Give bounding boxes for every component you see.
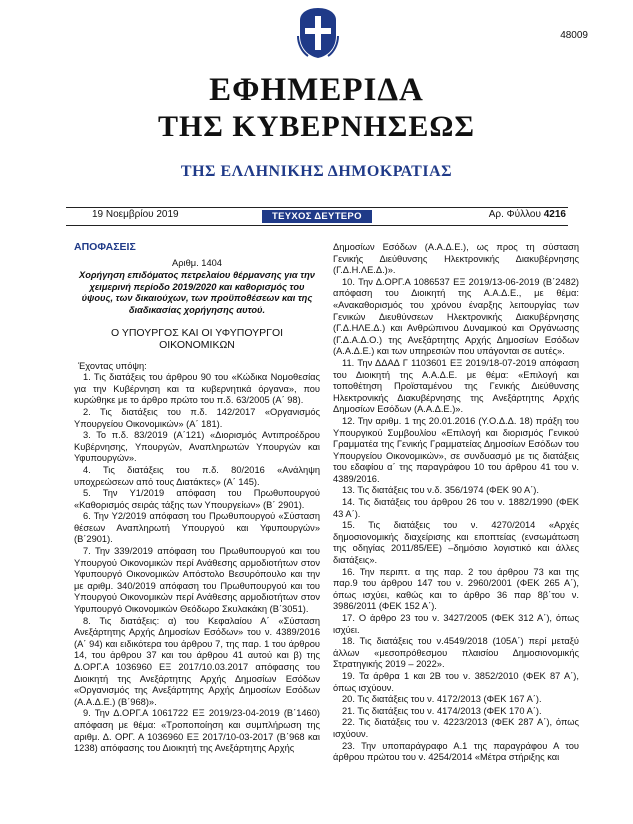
paragraph: 6. Την Υ2/2019 απόφαση του Πρωθυπουργού «Σύσταση θέσεων Αναπληρωτή Υπουργού και Υφυπουργών» (Β΄2901). bbox=[74, 511, 320, 545]
paragraph: 20. Τις διατάξεις του ν. 4172/2013 (ΦΕΚ 167 Α΄). bbox=[342, 694, 542, 705]
paragraph: 10. Την Δ.ΟΡΓ.Α 1086537 ΕΞ 2019/13-06-2019 (Β΄2482) απόφαση του Διοικητή της Α.Α.Δ.Ε., με θέμα: «Ανακαθορισμός του χρόνου έναρξης λειτουργίας των Γενικών Διευθύνσεων Ηλεκτρονικής Διακυβέρνησης (Γ.Δ.ΗΛΕ.Δ.) και Ανθρώπινου Δυναμικού και Οργάνωσης (Γ.Δ.Α.Δ.Ο.) της Ανεξάρτητης Αρχής Δημοσίων Εσόδων (Α.Α.Δ.Ε.) και των υπηρεσιών που υπάγονται σε αυτές». bbox=[333, 276, 579, 357]
paragraph: 15. Τις διατάξεις του ν. 4270/2014 «Αρχές δημοσιονομικής διαχείρισης και εποπτείας (ενσωμάτωση της οδηγίας 2011/85/ΕΕ) –δημόσιο λογιστικό και άλλες διατάξεις». bbox=[333, 520, 579, 566]
paragraph: 18. Τις διατάξεις του ν.4549/2018 (105Α΄) περί μεταξύ άλλων «μεσοπρόθεσμου πλαισίου Δημοσιονομικής Στρατηγικής 2019 – 2022». bbox=[333, 636, 579, 670]
issue-sheet-number: 4216 bbox=[543, 209, 566, 220]
issue-bottom-rule bbox=[66, 225, 568, 226]
paragraph: 1. Τις διατάξεις του άρθρου 90 του «Κώδικα Νομοθεσίας για την Κυβέρνηση και τα κυβερνητικά όργανα», που κυρώθηκε με το άρθρο πρώτο του π.δ. 63/2005 (Α΄ 98). bbox=[74, 372, 320, 406]
paragraph: 5. Την Υ1/2019 απόφαση του Πρωθυπουργού «Καθορισμός σειράς τάξης των Υπουργείων» (Β΄ 2901). bbox=[74, 488, 320, 510]
section-title: ΑΠΟΦΑΣΕΙΣ bbox=[74, 241, 136, 253]
paragraph: 12. Την αριθμ. 1 της 20.01.2016 (Υ.Ο.Δ.Δ. 18) πράξη του Υπουργικού Συμβουλίου «Επιλογή και διορισμός Γενικού Γραμματέα της Γενικής Γραμματείας Δημοσίων Εσόδων του Υπουργείου Οικονομικών», σε συνδυασμό με τις διατάξεις του εδαφίου α΄ της παραγράφου 10 του άρθρου 41 του ν. 4389/2016. bbox=[333, 415, 579, 484]
paragraph: 4. Τις διατάξεις του π.δ. 80/2016 «Ανάληψη υποχρεώσεων από τους Διατάκτες» (Α΄ 145). bbox=[74, 464, 320, 487]
paragraph: 19. Τα άρθρα 1 και 2Β του ν. 3852/2010 (ΦΕΚ 87 Α΄), όπως ισχύουν. bbox=[333, 670, 579, 693]
issue-series: ΤΕΥΧΟΣ ΔΕΥΤΕΡΟ bbox=[262, 210, 372, 223]
paragraph: 22. Τις διατάξεις του ν. 4223/2013 (ΦΕΚ 287 Α΄), όπως ισχύουν. bbox=[333, 717, 579, 739]
paragraph: 7. Την 339/2019 απόφαση του Πρωθυπουργού και του Υπουργού Οικονομικών περί Ανάθεσης αρμοδιοτήτων στον Υφυπουργό Οικονομικών Απόστολο Βεσυρόπουλο και την με αριθμ. 340/2019 απόφαση του Πρωθυπουργού και του Υπουργού Οικονομικών περί Ανάθεσης αρμοδιοτήτων στον Υφυπουργό Οικονομικών Θεόδωρο Σκυλακάκη (Β΄3051). bbox=[74, 546, 320, 615]
masthead-title: ΕΦΗΜΕΡΙΔΑ bbox=[209, 72, 424, 108]
issue-bar bbox=[66, 209, 568, 223]
paragraph: 14. Τις διατάξεις του άρθρου 26 του ν. 1882/1990 (ΦΕΚ 43 Α΄). bbox=[333, 497, 579, 519]
paragraph: 2. Τις διατάξεις του π.δ. 142/2017 «Οργανισμός Υπουργείου Οικονομικών» (Α΄ 181). bbox=[74, 406, 320, 429]
issue-sheet-label: Αρ. Φύλλου bbox=[488, 209, 541, 220]
paragraph: 8. Τις διατάξεις: α) του Κεφαλαίου Α΄ «Σύσταση Ανεξάρτητης Αρχής Δημοσίων Εσόδων» του ν. 4389/2016 (Α΄ 94) και ειδικότερα του άρθρου 7, της παρ. 1 του άρθρου 14, του άρθρου 37 και του άρθρου 41 αυτού και β) της Δ.ΟΡΓ.Α 1036960 ΕΞ 2017/10.03.2017 απόφασης του Διοικητή της Ανεξάρτητης Αρχής Δημοσίων Εσόδων «Οργανισμός της Ανεξάρτητης Αρχής Δημοσίων Εσόδων (Α.Α.Δ.Ε.) (Β΄968)». bbox=[74, 615, 320, 707]
paragraph: 3. Το π.δ. 83/2019 (Α΄121) «Διορισμός Αντιπροέδρου Κυβέρνησης, Υπουργών, Αναπληρωτών Υπουργών και Υφυπουργών». bbox=[74, 430, 320, 464]
page-number: 48009 bbox=[560, 30, 588, 41]
paragraph: 21. Τις διατάξεις του ν. 4174/2013 (ΦΕΚ 170 Α΄). bbox=[342, 705, 542, 716]
right-column bbox=[333, 242, 579, 764]
left-column bbox=[74, 242, 320, 755]
paragraph: 9. Την Δ.ΟΡΓ.Α 1061722 ΕΞ 2019/23-04-2019 (Β΄1460) απόφαση με θέμα: «Τροποποίηση και συμπλήρωση της αριθμ. Δ. ΟΡΓ. Α 1036960 ΕΞ 2017/10-03-2017 (Β΄968 και 1238) απόφασης του Διοικητή της Ανεξάρτητης Αρχής bbox=[74, 708, 320, 754]
issuing-authority: Ο ΥΠΟΥΡΓΟΣ ΚΑΙ ΟΙ ΥΦΥΠΟΥΡΓΟΙ ΟΙΚΟΝΟΜΙΚΩΝ bbox=[110, 326, 284, 351]
masthead-subtitle: ΤΗΣ ΚΥΒΕΡΝΗΣΕΩΣ bbox=[157, 110, 476, 143]
paragraph: 17. Ο άρθρο 23 του ν. 3427/2005 (ΦΕΚ 312 Α΄), όπως ισχύει. bbox=[333, 613, 579, 635]
issue-top-rule bbox=[66, 207, 568, 208]
paragraph: 13. Τις διατάξεις του ν.δ. 356/1974 (ΦΕΚ 90 Α΄). bbox=[342, 485, 539, 496]
greek-coat-of-arms-icon bbox=[296, 6, 340, 60]
decision-number: Αριθμ. 1404 bbox=[172, 257, 222, 268]
decision-title: Χορήγηση επιδόματος πετρελαίου θέρμανσης για την χειμερινή περίοδο 2019/2020 και καθορισμός του ύψους, των δικαιούχων, των προϋποθέσεων και της διαδικασίας χορήγησης αυτού. bbox=[79, 270, 315, 315]
issue-date: 19 Νοεμβρίου 2019 bbox=[92, 209, 179, 220]
paragraph: Δημοσίων Εσόδων (Α.Α.Δ.Ε.), ως προς τη σύσταση Γενικής Διεύθυνσης Ηλεκτρονικής Διακυβέρνησης (Γ.Δ.Η.ΛΕ.Δ.)». bbox=[333, 242, 579, 276]
paragraph: 11. Την ΔΔΑΔ Γ 1103601 ΕΞ 2019/18-07-2019 απόφαση του Διοικητή της Α.Α.Δ.Ε. με θέμα: «Επιλογή και τοποθέτηση Προϊσταμένου της Γενικής Διεύθυνσης Ηλεκτρονικής Διακυβέρνησης της Ανεξάρτητης Αρχής Δημοσίων Εσόδων (Α.Α.Δ.Ε.)». bbox=[333, 357, 579, 415]
having-seen-heading: Έχοντας υπόψη: bbox=[78, 360, 147, 371]
masthead-republic: ΤΗΣ ΕΛΛΗΝΙΚΗΣ ΔΗΜΟΚΡΑΤΙΑΣ bbox=[180, 163, 453, 180]
paragraph: 16. Την περιπτ. α της παρ. 2 του άρθρου 73 και της παρ.9 του άρθρου 147 του ν. 2960/2001 (ΦΕΚ 265 Α΄), όπως ισχύει, καθώς και το άρθρο 36 παρ 8β΄του ν. 3986/2011 (ΦΕΚ 152 Α΄). bbox=[333, 566, 579, 612]
issue-sheet bbox=[489, 209, 566, 220]
paragraph: 23. Την υποπαράγραφο Α.1 της παραγράφου Α του άρθρου πρώτου του ν. 4254/2014 «Μέτρα στήριξης και bbox=[333, 740, 579, 763]
